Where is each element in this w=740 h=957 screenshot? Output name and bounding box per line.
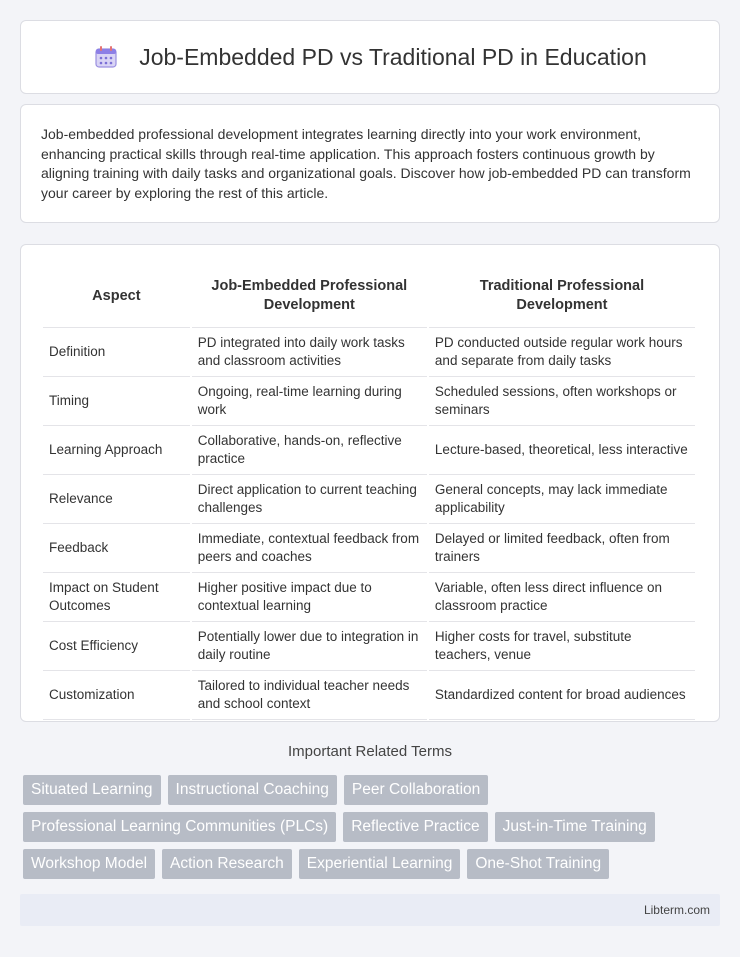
tag-peer-collaboration[interactable]: Peer Collaboration (344, 775, 488, 805)
tag-row (23, 775, 723, 805)
tag-experiential-learning[interactable]: Experiential Learning (299, 849, 461, 879)
calendar-icon (93, 44, 119, 70)
cell-job-embedded: Immediate, contextual feedback from peers and coaches (192, 524, 427, 573)
table-row (43, 426, 695, 475)
cell-job-embedded: PD integrated into daily work tasks and classroom activities (192, 328, 427, 377)
header-job-embedded: Job-Embedded Professional Development (192, 265, 427, 328)
cell-aspect: Timing (43, 377, 190, 426)
intro-paragraph: Job-embedded professional development integrates learning directly into your work environment, enhancing practical skills through real-time application. This approach fosters continuous growth by aligning training with daily tasks and organizational goals. Discover how job-embedded PD can transform your career by exploring the rest of this article. (41, 126, 691, 201)
page-title: Job-Embedded PD vs Traditional PD in Education (139, 43, 647, 70)
tag-one-shot-training[interactable]: One-Shot Training (467, 849, 609, 879)
cell-traditional: Higher costs for travel, substitute teachers, venue (429, 622, 695, 671)
table-row (43, 524, 695, 573)
cell-aspect: Cost Efficiency (43, 622, 190, 671)
cell-job-embedded: Direct application to current teaching challenges (192, 475, 427, 524)
intro-card (20, 104, 720, 223)
cell-aspect: Feedback (43, 524, 190, 573)
cell-traditional: Scheduled sessions, often workshops or seminars (429, 377, 695, 426)
cell-job-embedded: Ongoing, real-time learning during work (192, 377, 427, 426)
cell-aspect: Customization (43, 671, 190, 720)
tag-workshop-model[interactable]: Workshop Model (23, 849, 155, 879)
cell-job-embedded: Collaborative, hands-on, reflective practice (192, 426, 427, 475)
cell-job-embedded: Tailored to individual teacher needs and school context (192, 671, 427, 720)
footer (20, 894, 720, 926)
cell-aspect: Definition (43, 328, 190, 377)
cell-traditional: PD conducted outside regular work hours and separate from daily tasks (429, 328, 695, 377)
cell-aspect: Relevance (43, 475, 190, 524)
tag-just-in-time-training[interactable]: Just-in-Time Training (495, 812, 655, 842)
table-row (43, 671, 695, 720)
cell-aspect: Learning Approach (43, 426, 190, 475)
table-row (43, 377, 695, 426)
header-aspect: Aspect (43, 265, 190, 328)
cell-traditional: Variable, often less direct influence on classroom practice (429, 573, 695, 622)
cell-aspect: Impact on Student Outcomes (43, 573, 190, 622)
table-row (43, 328, 695, 377)
related-terms-list (23, 775, 723, 886)
table-row (43, 573, 695, 622)
tag-action-research[interactable]: Action Research (162, 849, 292, 879)
related-terms-title: Important Related Terms (288, 743, 452, 760)
cell-traditional: Lecture-based, theoretical, less interactive (429, 426, 695, 475)
cell-traditional: General concepts, may lack immediate applicability (429, 475, 695, 524)
tag-reflective-practice[interactable]: Reflective Practice (343, 812, 487, 842)
title-card (20, 20, 720, 94)
tag-instructional-coaching[interactable]: Instructional Coaching (168, 775, 337, 805)
tag-row (23, 812, 723, 842)
table-row (43, 622, 695, 671)
table-header-row (43, 265, 695, 328)
tag-situated-learning[interactable]: Situated Learning (23, 775, 161, 805)
cell-job-embedded: Potentially lower due to integration in daily routine (192, 622, 427, 671)
comparison-table-card (20, 244, 720, 722)
table-row (43, 475, 695, 524)
cell-traditional: Delayed or limited feedback, often from trainers (429, 524, 695, 573)
cell-job-embedded: Higher positive impact due to contextual learning (192, 573, 427, 622)
comparison-table (41, 265, 697, 720)
cell-traditional: Standardized content for broad audiences (429, 671, 695, 720)
tag-row (23, 849, 723, 879)
footer-site-link[interactable]: Libterm.com (643, 903, 710, 917)
header-traditional: Traditional Professional Development (429, 265, 695, 328)
tag-plcs[interactable]: Professional Learning Communities (PLCs) (23, 812, 336, 842)
